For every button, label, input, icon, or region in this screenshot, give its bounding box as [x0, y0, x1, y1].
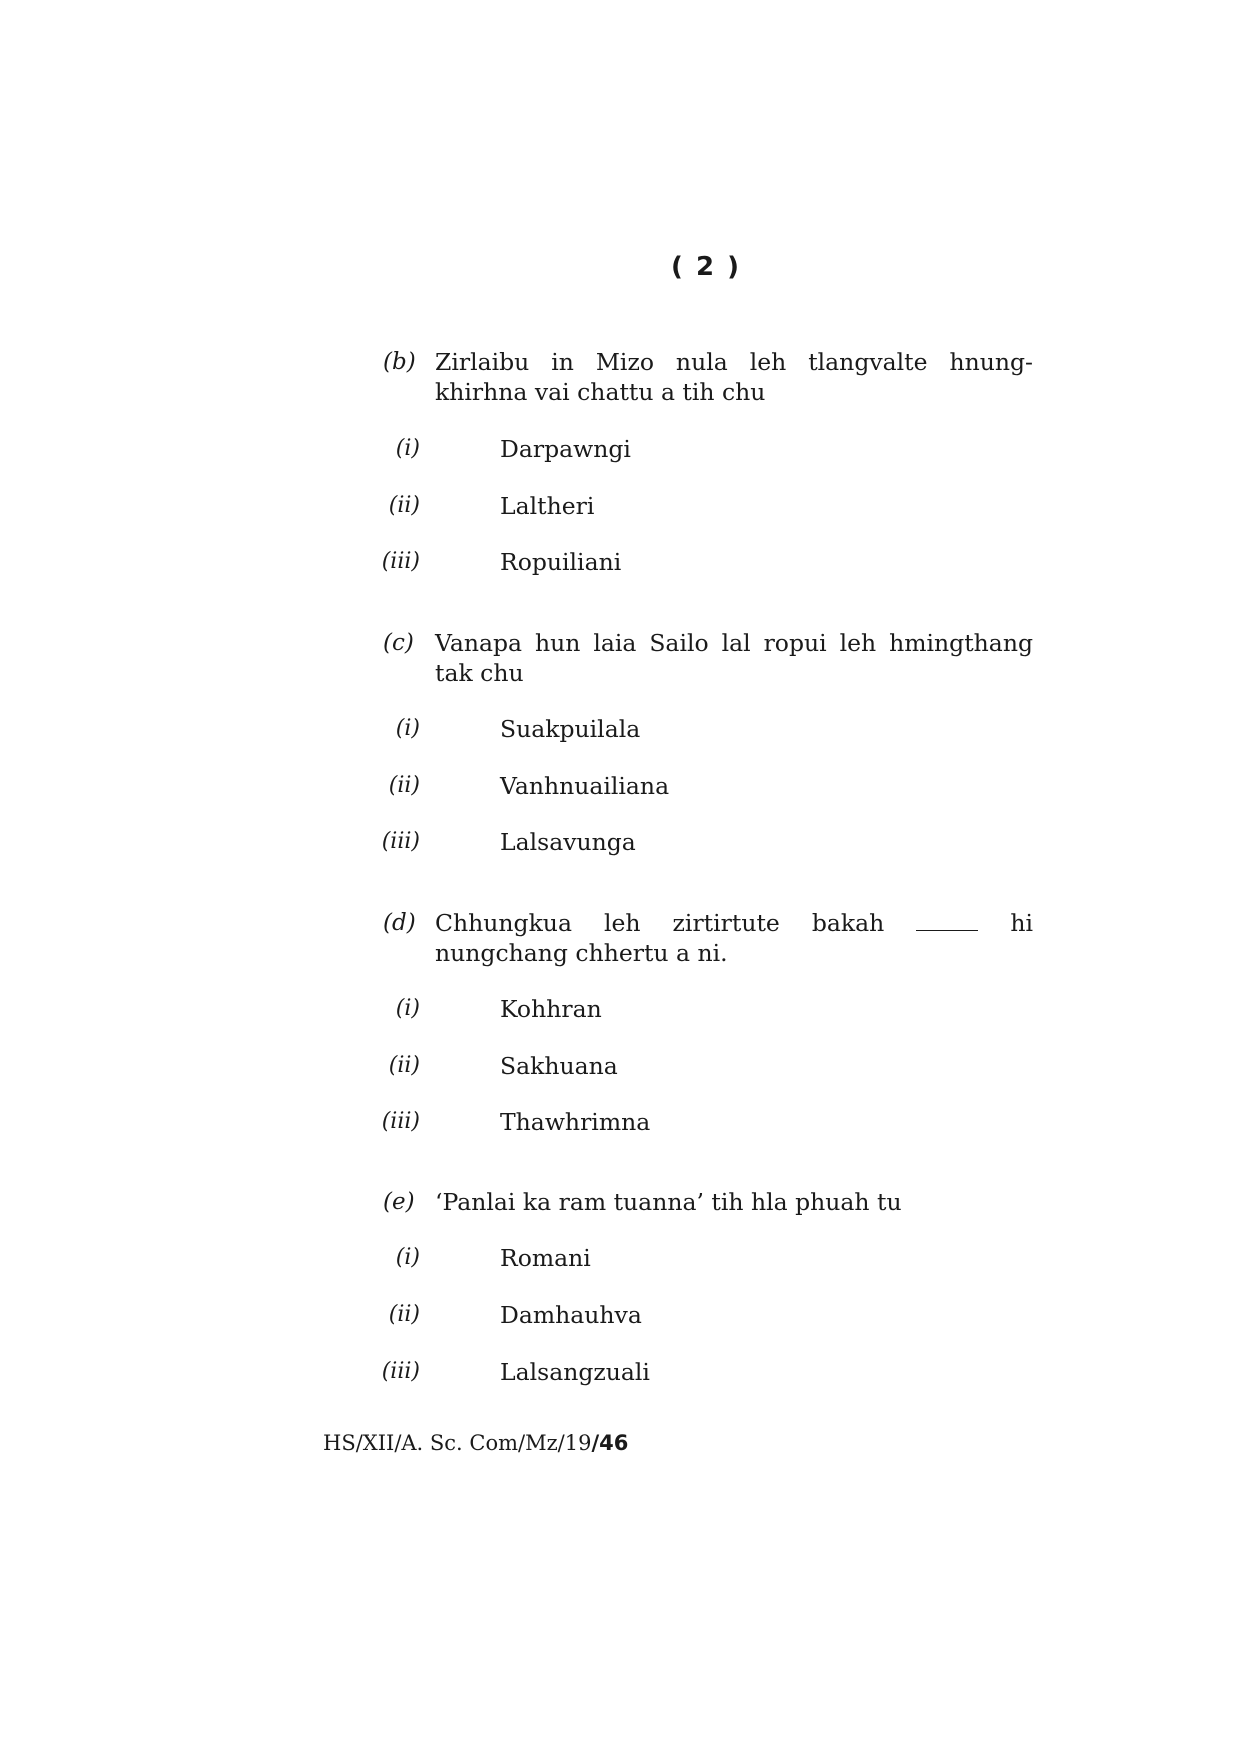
- question-line: Vanapa hun laia Sailo lal ropui leh hmingthang: [435, 629, 1033, 657]
- question-line-part: Chhungkua leh zirtirtute bakah: [435, 909, 885, 937]
- option-e-ii: [0, 1300, 700, 1330]
- option-text: Sakhuana: [500, 1052, 618, 1080]
- option-c-ii: [0, 771, 700, 801]
- footer-code-text: HS/XII/A. Sc. Com/Mz/19: [323, 1431, 592, 1455]
- question-c: [383, 628, 1033, 688]
- option-label: (ii): [388, 1053, 420, 1078]
- question-line: Zirlaibu in Mizo nula leh tlangvalte hnung-: [435, 348, 1033, 376]
- option-text: Thawhrimna: [500, 1108, 651, 1136]
- option-label: (ii): [388, 773, 420, 798]
- page-number: ( 2 ): [671, 252, 741, 282]
- footer-code: [323, 1428, 628, 1458]
- question-label: (d): [383, 910, 416, 936]
- option-text: Lalsangzuali: [500, 1358, 650, 1386]
- option-b-iii: [0, 547, 700, 577]
- question-line: ‘Panlai ka ram tuanna’ tih hla phuah tu: [435, 1188, 902, 1216]
- option-label: (iii): [381, 1359, 420, 1384]
- question-text: [435, 908, 1033, 968]
- option-label: (i): [395, 436, 420, 461]
- option-text: Damhauhva: [500, 1301, 642, 1329]
- option-d-ii: [0, 1051, 700, 1081]
- question-text: [435, 628, 1033, 688]
- option-text: Suakpuilala: [500, 715, 641, 743]
- option-label: (iii): [381, 829, 420, 854]
- option-e-iii: [0, 1357, 700, 1387]
- question-line: nungchang chhertu a ni.: [435, 939, 728, 967]
- option-text: Vanhnuailiana: [500, 772, 670, 800]
- option-label: (ii): [388, 493, 420, 518]
- question-text: [435, 1187, 1033, 1217]
- fill-in-blank: [916, 910, 978, 931]
- option-text: Ropuiliani: [500, 548, 622, 576]
- option-label: (iii): [381, 549, 420, 574]
- question-line: tak chu: [435, 659, 524, 687]
- option-label: (i): [395, 1245, 420, 1270]
- footer-page-count: /46: [591, 1431, 629, 1455]
- option-d-iii: [0, 1107, 700, 1137]
- question-label: (c): [383, 630, 414, 656]
- option-label: (iii): [381, 1109, 420, 1134]
- option-label: (i): [395, 716, 420, 741]
- option-c-i: [0, 714, 700, 744]
- option-b-ii: [0, 491, 700, 521]
- option-text: Lalsavunga: [500, 828, 636, 856]
- option-e-i: [0, 1243, 700, 1273]
- option-label: (ii): [388, 1302, 420, 1327]
- option-text: Darpawngi: [500, 435, 631, 463]
- question-text: [435, 347, 1033, 407]
- question-label: (b): [383, 349, 416, 375]
- option-b-i: [0, 434, 700, 464]
- option-text: Laltheri: [500, 492, 595, 520]
- question-line: khirhna vai chattu a tih chu: [435, 378, 766, 406]
- option-text: Romani: [500, 1244, 591, 1272]
- option-c-iii: [0, 827, 700, 857]
- option-text: Kohhran: [500, 995, 602, 1023]
- question-line: [435, 908, 1033, 938]
- question-e: [383, 1187, 1033, 1217]
- question-d: [383, 908, 1033, 968]
- question-b: [383, 347, 1033, 407]
- question-line-part: hi: [1010, 909, 1033, 937]
- question-label: (e): [383, 1189, 415, 1215]
- option-d-i: [0, 994, 700, 1024]
- option-label: (i): [395, 996, 420, 1021]
